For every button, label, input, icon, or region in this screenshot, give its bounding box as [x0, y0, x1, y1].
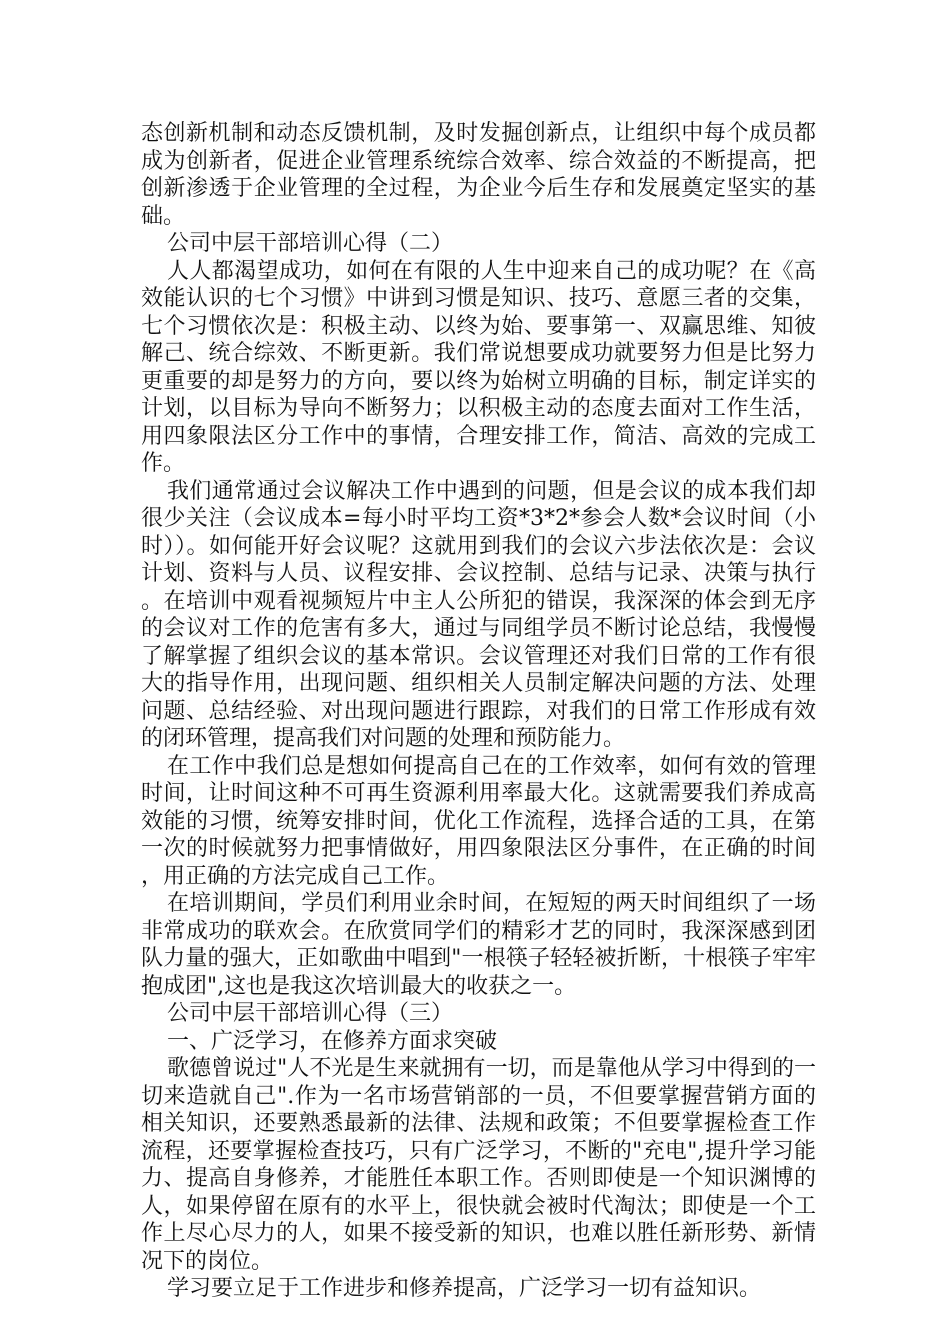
body-paragraph: 在工作中我们总是想如何提高自己在的工作效率，如何有效的管理时间，让时间这种不可再生资源利用率最大化。这就需要我们养成高效能的习惯，统筹安排时间，优化工作流程，选择合适的工具，在第一次的时候就努力把事情做好，用四象限法区分事件，在正确的时间，用正确的方法完成自己工作。 [141, 753, 816, 889]
body-paragraph: 学习要立足于工作进步和修养提高，广泛学习一切有益知识。 [167, 1276, 762, 1301]
body-paragraph: 人人都渴望成功，如何在有限的人生中迎来自己的成功呢？在《高效能认识的七个习惯》中讲到习惯是知识、技巧、意愿三者的交集，七个习惯依次是：积极主动、以终为始、要事第一、双赢思维、知彼解己、统合综效、不断更新。我们常说想要成功就要努力但是比努力更重要的却是努力的方向，要以终为始树立明确的目标，制定详实的计划，以目标为导向不断努力；以积极主动的态度去面对工作生活，用四象限法区分工作中的事情，合理安排工作，简洁、高效的完成工作。 [141, 258, 816, 476]
document-page [141, 120, 816, 1303]
body-paragraph: 态创新机制和动态反馈机制，及时发掘创新点，让组织中每个成员都成为创新者，促进企业管理系统综合效率、综合效益的不断提高，把创新渗透于企业管理的全过程，为企业今后生存和发展奠定坚实的基础。 [141, 121, 816, 229]
body-paragraph: 我们通常通过会议解决工作中遇到的问题，但是会议的成本我们却很少关注（会议成本=每小时平均工资*3*2*参会人数*会议时间（小时））。如何能开好会议呢？这就用到我们的会议六步法依次是：会议计划、资料与人员、议程安排、会议控制、总结与记录、决策与执行。在培训中观看视频短片中主人公所犯的错误，我深深的体会到无序的会议对工作的危害有多大，通过与同组学员不断讨论总结，我慢慢了解掌握了组织会议的基本常识。会议管理还对我们日常的工作有很大的指导作用，出现问题、组织相关人员制定解决问题的方法、处理问题、总结经验、对出现问题进行跟踪，对我们的日常工作形成有效的闭环管理，提高我们对问题的处理和预防能力。 [141, 478, 816, 751]
section-heading: 公司中层干部培训心得（三） [167, 1001, 454, 1026]
subsection-heading: 一、广泛学习，在修养方面求突破 [167, 1028, 498, 1054]
section-heading: 公司中层干部培训心得（二） [167, 231, 454, 256]
body-paragraph: 在培训期间，学员们利用业余时间，在短短的两天时间组织了一场非常成功的联欢会。在欣赏同学们的精彩才艺的同时，我深深感到团队力量的强大，正如歌曲中唱到"一根筷子轻轻被折断，十根筷子牢牢抱成团",这也是我这次培训最大的收获之一。 [141, 891, 816, 999]
body-paragraph: 歌德曾说过"人不光是生来就拥有一切，而是靠他从学习中得到的一切来造就自己".作为一名市场营销部的一员，不但要掌握营销方面的相关知识，还要熟悉最新的法律、法规和政策；不但要掌握检查工作流程，还要掌握检查技巧，只有广泛学习，不断的"充电",提升学习能力、提高自身修养，才能胜任本职工作。否则即使是一个知识渊博的人，如果停留在原有的水平上，很快就会被时代淘汰；即使是一个工作上尽心尽力的人，如果不接受新的知识，也难以胜任新形势、新情况下的岗位。 [141, 1056, 816, 1274]
